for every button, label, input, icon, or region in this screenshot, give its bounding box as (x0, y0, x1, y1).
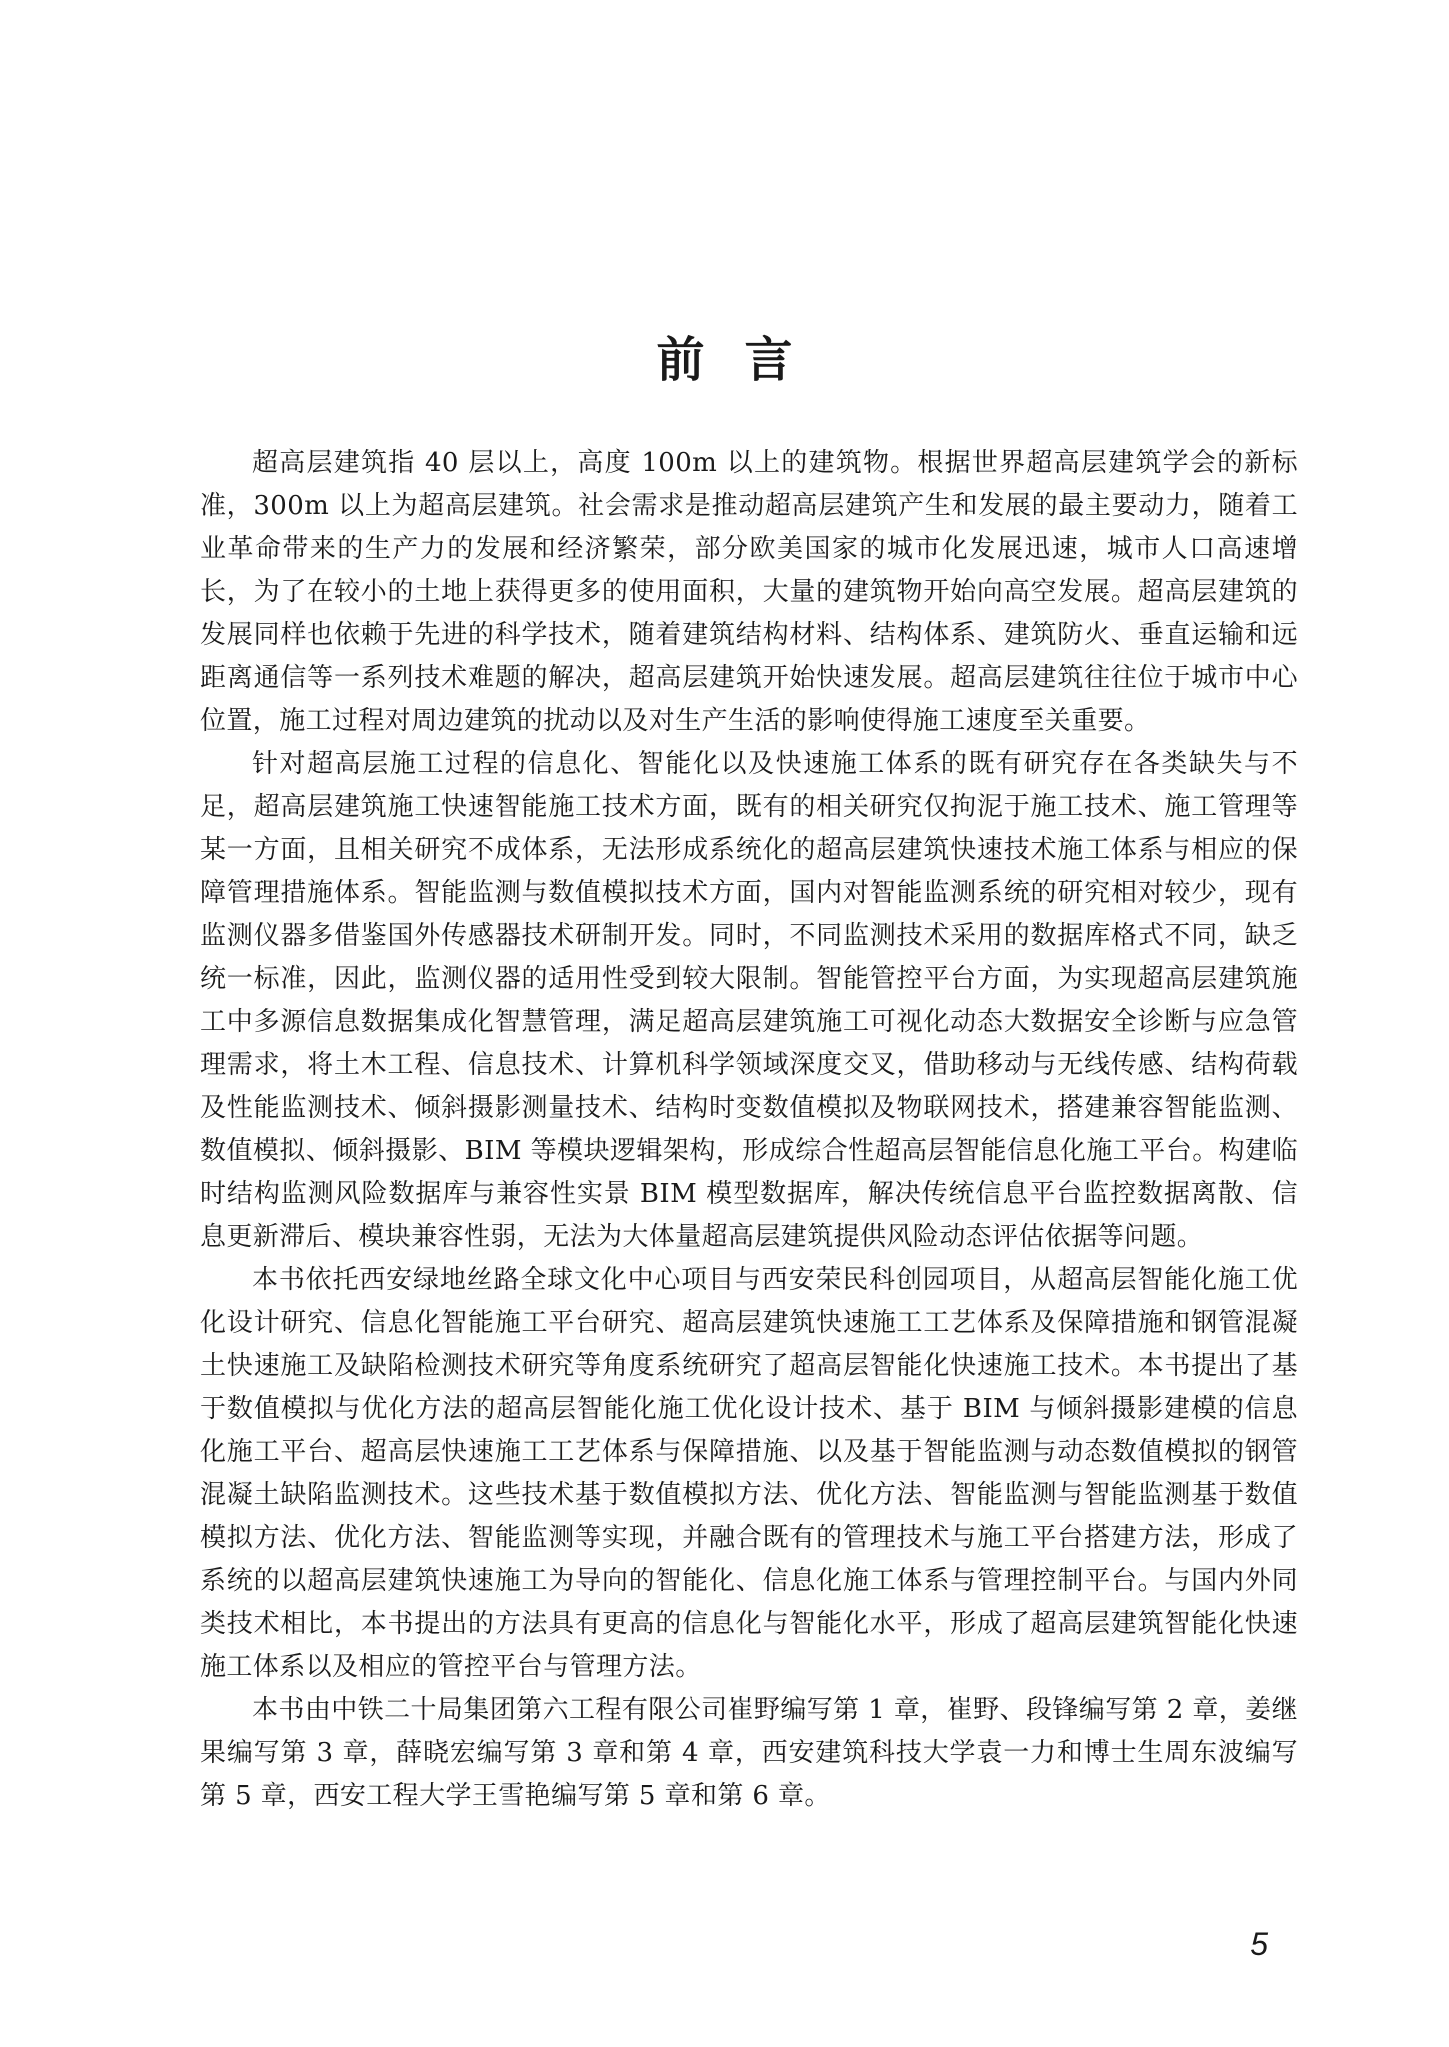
paragraph-3: 本书依托西安绿地丝路全球文化中心项目与西安荣民科创园项目，从超高层智能化施工优化设计研究、信息化智能施工平台研究、超高层建筑快速施工工艺体系及保障措施和钢管混凝土快速施工及缺陷检测技术研究等角度系统研究了超高层智能化快速施工技术。本书提出了基于数值模拟与优化方法的超高层智能化施工优化设计技术、基于 BIM 与倾斜摄影建模的信息化施工平台、超高层快速施工工艺体系与保障措施、以及基于智能监测与动态数值模拟的钢管混凝土缺陷监测技术。这些技术基于数值模拟方法、优化方法、智能监测与智能监测基于数值模拟方法、优化方法、智能监测等实现，并融合既有的管理技术与施工平台搭建方法，形成了系统的以超高层建筑快速施工为导向的智能化、信息化施工体系与管理控制平台。与国内外同类技术相比，本书提出的方法具有更高的信息化与智能化水平，形成了超高层建筑智能化快速施工体系以及相应的管控平台与管理方法。 (200, 1265, 1298, 1682)
page-number: 5 (1250, 1926, 1268, 1962)
body-text (200, 442, 1298, 1818)
paragraph-4: 本书由中铁二十局集团第六工程有限公司崔野编写第 1 章，崔野、段锋编写第 2 章，姜继果编写第 3 章，薛晓宏编写第 3 章和第 4 章，西安建筑科技大学袁一力和博士生周东波编写第 5 章，西安工程大学王雪艳编写第 5 章和第 6 章。 (200, 1695, 1298, 1811)
paragraph-1: 超高层建筑指 40 层以上，高度 100m 以上的建筑物。根据世界超高层建筑学会的新标准，300m 以上为超高层建筑。社会需求是推动超高层建筑产生和发展的最主要动力，随着工业革命带来的生产力的发展和经济繁荣，部分欧美国家的城市化发展迅速，城市人口高速增长，为了在较小的土地上获得更多的使用面积，大量的建筑物开始向高空发展。超高层建筑的发展同样也依赖于先进的科学技术，随着建筑结构材料、结构体系、建筑防火、垂直运输和远距离通信等一系列技术难题的解决，超高层建筑开始快速发展。超高层建筑往往位于城市中心位置，施工过程对周边建筑的扰动以及对生产生活的影响使得施工速度至关重要。 (200, 448, 1298, 736)
page-title: 前言 (656, 332, 833, 389)
paragraph-2: 针对超高层施工过程的信息化、智能化以及快速施工体系的既有研究存在各类缺失与不足，超高层建筑施工快速智能施工技术方面，既有的相关研究仅拘泥于施工技术、施工管理等某一方面，且相关研究不成体系，无法形成系统化的超高层建筑快速技术施工体系与相应的保障管理措施体系。智能监测与数值模拟技术方面，国内对智能监测系统的研究相对较少，现有监测仪器多借鉴国外传感器技术研制开发。同时，不同监测技术采用的数据库格式不同，缺乏统一标准，因此，监测仪器的适用性受到较大限制。智能管控平台方面，为实现超高层建筑施工中多源信息数据集成化智慧管理，满足超高层建筑施工可视化动态大数据安全诊断与应急管理需求，将土木工程、信息技术、计算机科学领域深度交叉，借助移动与无线传感、结构荷载及性能监测技术、倾斜摄影测量技术、结构时变数值模拟及物联网技术，搭建兼容智能监测、数值模拟、倾斜摄影、BIM 等模块逻辑架构，形成综合性超高层智能信息化施工平台。构建临时结构监测风险数据库与兼容性实景 BIM 模型数据库，解决传统信息平台监控数据离散、信息更新滞后、模块兼容性弱，无法为大体量超高层建筑提供风险动态评估依据等问题。 (200, 749, 1298, 1252)
